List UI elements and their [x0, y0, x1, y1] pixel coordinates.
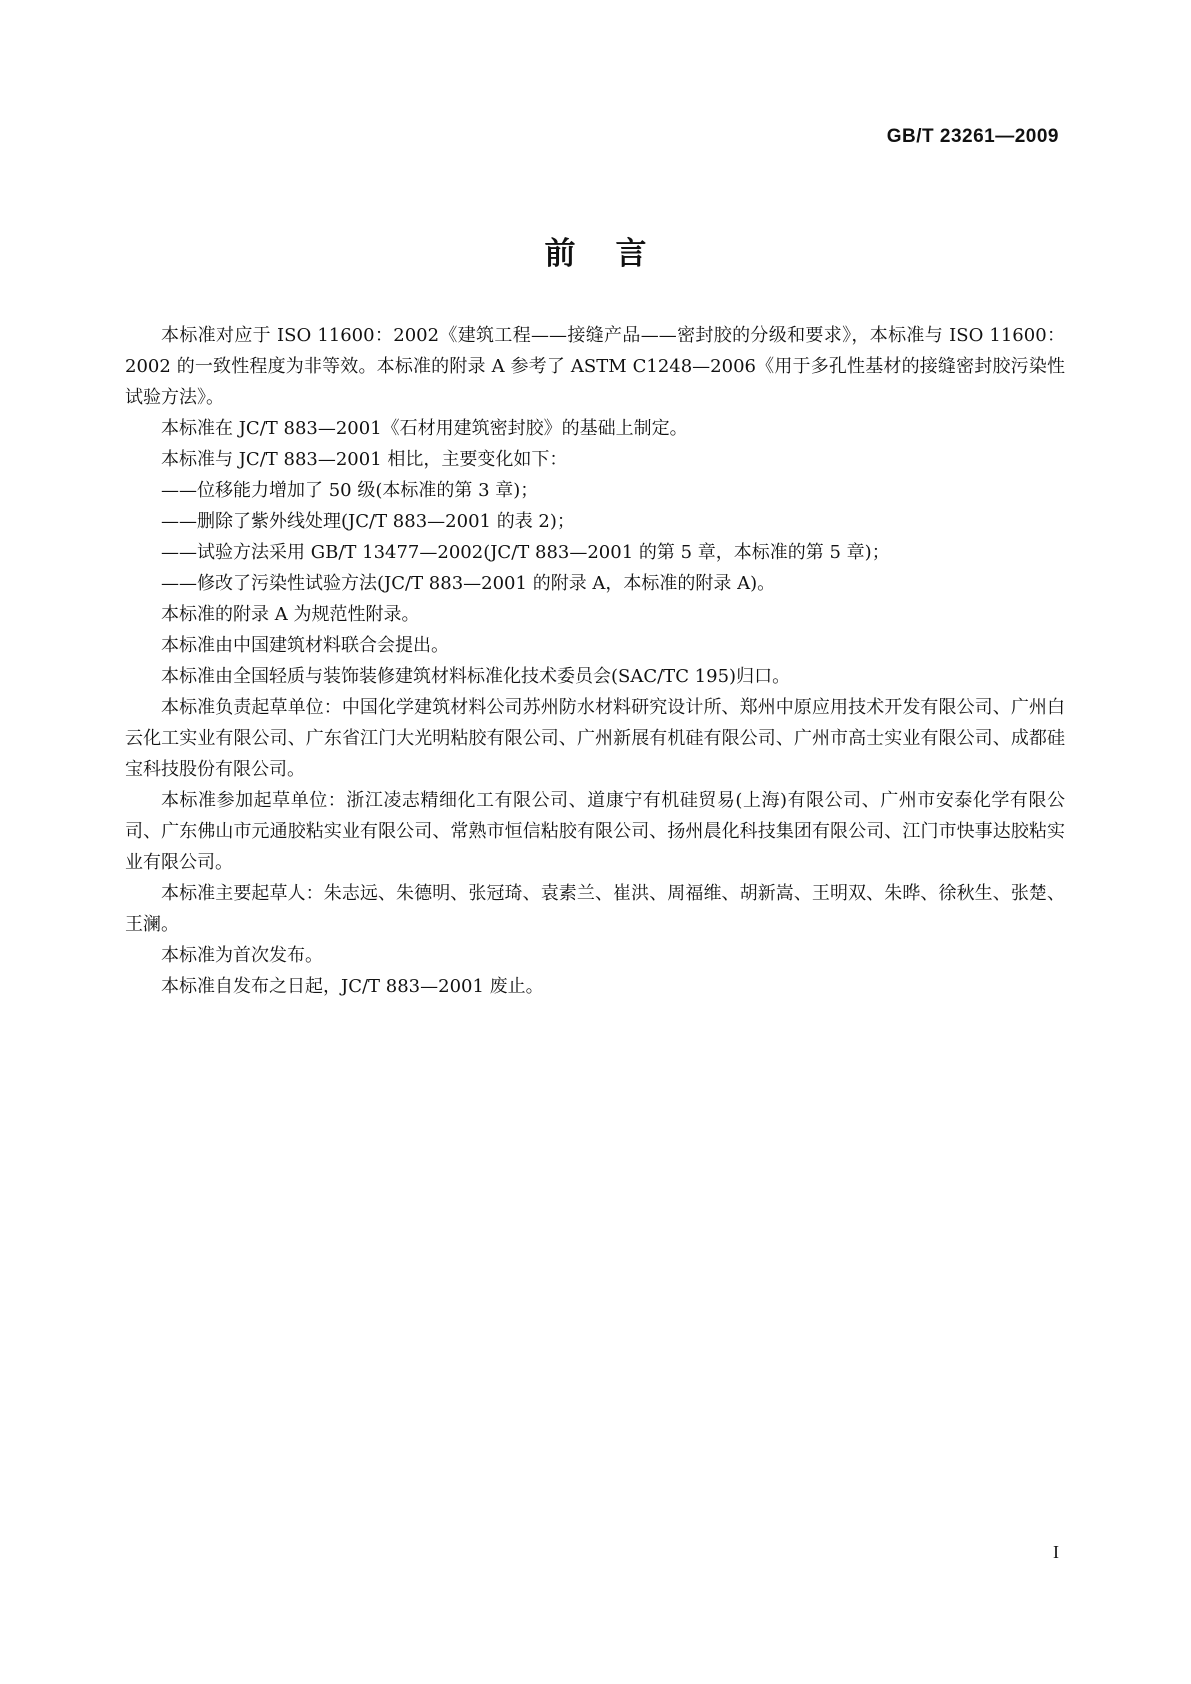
change-item: ——位移能力增加了 50 级(本标准的第 3 章)；	[161, 480, 539, 501]
change-item: ——删除了紫外线处理(JC/T 883—2001 的表 2)；	[161, 511, 575, 532]
paragraph: 本标准由全国轻质与装饰装修建筑材料标准化技术委员会(SAC/TC 195)归口。	[161, 666, 791, 687]
paragraph: 本标准负责起草单位：中国化学建筑材料公司苏州防水材料研究设计所、郑州中原应用技术开发有限公司、广州白云化工实业有限公司、广东省江门大光明粘胶有限公司、广州新展有机硅有限公司、广州市高士实业有限公司、成都硅宝科技股份有限公司。	[125, 697, 1065, 780]
paragraph: 本标准的附录 A 为规范性附录。	[161, 604, 420, 625]
paragraph: 本标准参加起草单位：浙江凌志精细化工有限公司、道康宁有机硅贸易(上海)有限公司、广州市安泰化学有限公司、广东佛山市元通胶粘实业有限公司、常熟市恒信粘胶有限公司、扬州晨化科技集团有限公司、江门市快事达胶粘实业有限公司。	[125, 790, 1065, 873]
change-item: ——试验方法采用 GB/T 13477—2002(JC/T 883—2001 的第 5 章，本标准的第 5 章)；	[161, 542, 890, 563]
paragraph: 本标准对应于 ISO 11600：2002《建筑工程——接缝产品——密封胶的分级和要求》，本标准与 ISO 11600：2002 的一致性程度为非等效。本标准的附录 A 参考了 ASTM C1248—2006《用于多孔性基材的接缝密封胶污染性试验方法》。	[125, 325, 1065, 408]
standard-code: GB/T 23261—2009	[886, 126, 1059, 147]
paragraph: 本标准在 JC/T 883—2001《石材用建筑密封胶》的基础上制定。	[161, 418, 688, 439]
paragraph: 本标准与 JC/T 883—2001 相比，主要变化如下：	[161, 449, 568, 470]
paragraph: 本标准由中国建筑材料联合会提出。	[161, 635, 449, 656]
page-title: 前言	[544, 236, 687, 272]
paragraph: 本标准主要起草人：朱志远、朱德明、张冠琦、袁素兰、崔洪、周福维、胡新嵩、王明双、朱晔、徐秋生、张楚、王澜。	[125, 883, 1065, 935]
document-body	[125, 320, 1065, 1002]
paragraph: 本标准自发布之日起，JC/T 883—2001 废止。	[161, 976, 544, 997]
change-item: ——修改了污染性试验方法(JC/T 883—2001 的附录 A，本标准的附录 A)。	[161, 573, 776, 594]
paragraph: 本标准为首次发布。	[161, 945, 323, 966]
page-number: I	[1053, 1542, 1059, 1562]
